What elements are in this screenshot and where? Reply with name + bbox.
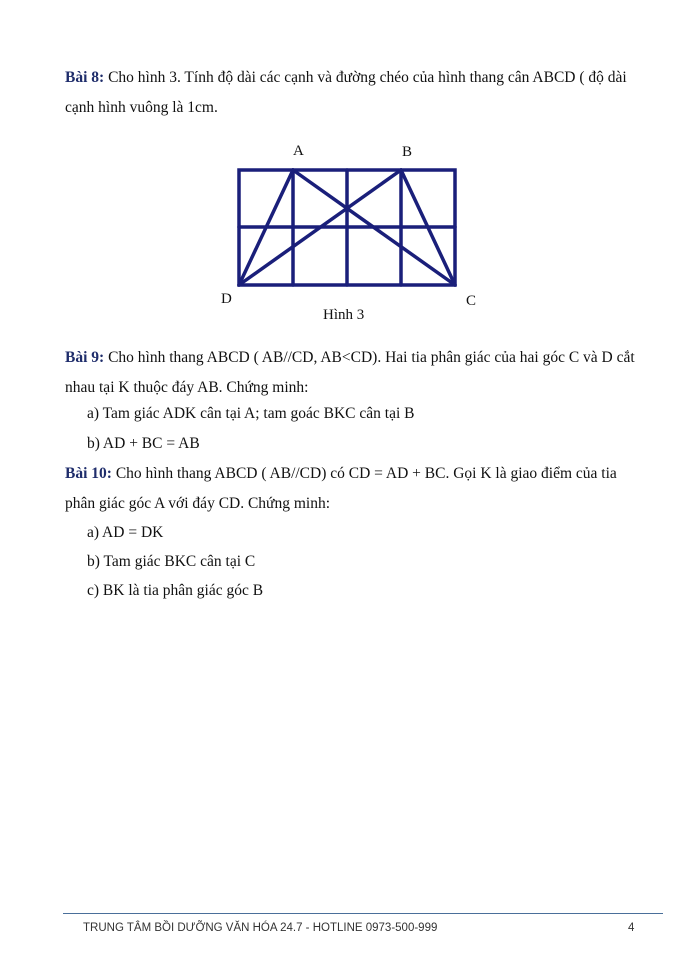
exercise-8 [65,63,640,123]
vertex-label-c: C [466,293,477,309]
exercise-10-item-c: c) BK là tia phân giác góc B [87,582,264,599]
exercise-8-text: Cho hình 3. Tính độ dài các cạnh và đường chéo của hình thang cân ABCD ( độ dài cạnh hình vuông là 1cm. [65,69,627,116]
exercise-10-item-b: b) Tam giác BKC cân tại C [87,553,256,570]
page-number: 4 [628,922,635,934]
exercise-9-label: Bài 9: [65,349,105,366]
exercise-9-item-b: b) AD + BC = AB [87,435,200,452]
exercise-10-label: Bài 10: [65,465,112,482]
footer-text: TRUNG TÂM BỒI DƯỠNG VĂN HÓA 24.7 - HOTLINE 0973-500-999 [83,922,438,934]
vertex-label-b: B [402,144,413,160]
vertex-label-d: D [221,291,232,307]
exercise-10-item-a: a) AD = DK [87,524,164,541]
vertex-label-a: A [293,143,304,159]
exercise-9 [65,343,640,403]
exercise-8-label: Bài 8: [65,69,105,86]
exercise-9-text: Cho hình thang ABCD ( AB//CD, AB<CD). Hai tia phân giác của hai góc C và D cắt nhau tại K thuộc đáy AB. Chứng minh: [65,349,635,396]
figure-caption: Hình 3 [323,307,365,323]
exercise-10-text: Cho hình thang ABCD ( AB//CD) có CD = AD + BC. Gọi K là giao điểm của tia phân giác góc A với đáy CD. Chứng minh: [65,465,617,512]
exercise-10 [65,459,640,519]
figure-3 [210,135,490,325]
exercise-9-item-a: a) Tam giác ADK cân tại A; tam goác BKC cân tại B [87,405,415,422]
footer-divider [63,913,663,914]
